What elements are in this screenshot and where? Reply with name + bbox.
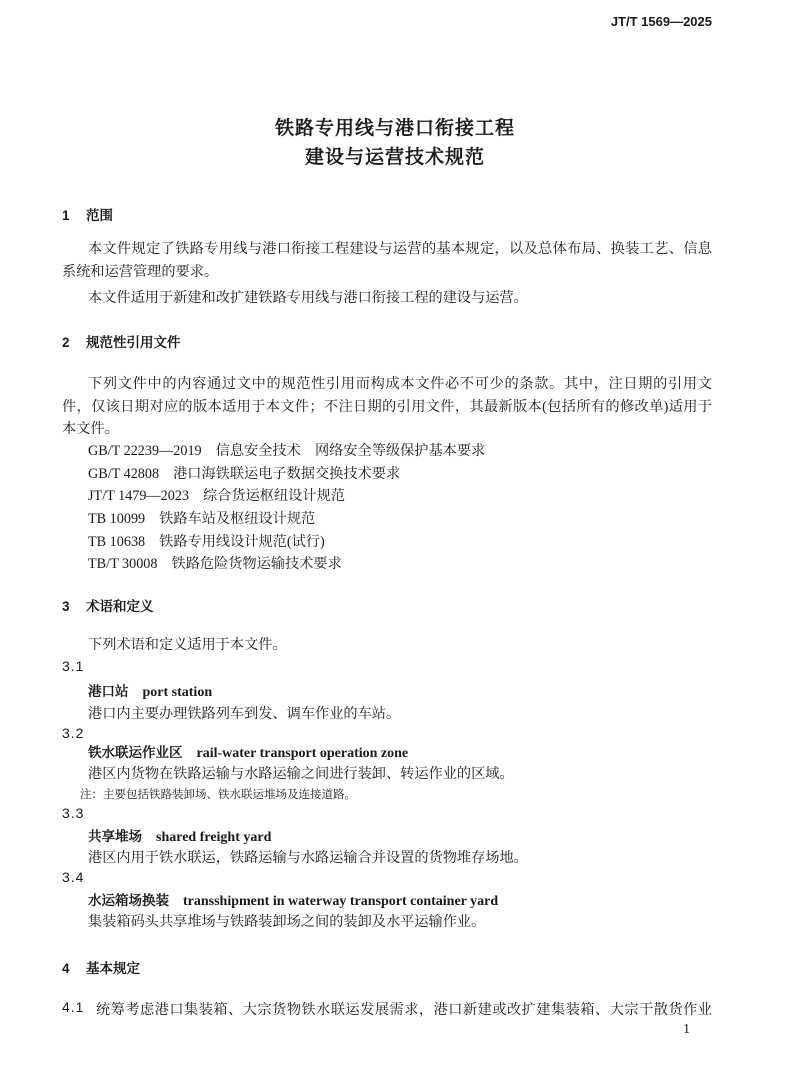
section-number: 3 xyxy=(62,599,70,614)
term-en: rail-water transport operation zone xyxy=(196,746,409,761)
reference-item xyxy=(88,508,315,528)
term-en: shared freight yard xyxy=(156,830,272,845)
reference-code: TB 10638 xyxy=(88,534,146,550)
term-heading xyxy=(88,741,408,762)
paragraph-line: 件，仅该日期对应的版本适用于本文件；不注日期的引用文件，其最新版本(包括所有的修改单)适用于 xyxy=(62,399,712,415)
paragraph-line: 本文件规定了铁路专用线与港口衔接工程建设与运营的基本规定，以及总体布局、换装工艺、信息 xyxy=(88,241,712,257)
section-title: 范围 xyxy=(86,208,113,223)
clause-text: 统筹考虑港口集装箱、大宗货物铁水联运发展需求，港口新建或改扩建集装箱、大宗干散货作业 xyxy=(96,1002,712,1018)
term-zh: 共享堆场 xyxy=(88,829,142,844)
paragraph-line: 下列术语和定义适用于本文件。 xyxy=(88,637,287,653)
term-definition: 港区内用于铁水联运，铁路运输与水路运输合并设置的货物堆存场地。 xyxy=(88,850,528,866)
paragraph-line: 下列文件中的内容通过文中的规范性引用而构成本文件必不可少的条款。其中，注日期的引用文 xyxy=(88,376,712,392)
term-number: 3.3 xyxy=(62,805,85,821)
section-heading-3 xyxy=(62,595,154,615)
term-zh: 港口站 xyxy=(88,684,129,699)
term-number: 3.2 xyxy=(62,725,85,741)
paragraph-line: 本文件。 xyxy=(62,421,119,437)
reference-code: JT/T 1479—2023 xyxy=(88,488,190,504)
section-heading-2 xyxy=(62,331,181,351)
term-number: 3.1 xyxy=(62,658,85,674)
document-title-line-1: 铁路专用线与港口衔接工程 xyxy=(274,118,515,139)
reference-item xyxy=(88,553,342,573)
reference-item xyxy=(88,531,325,551)
reference-title: 港口海铁联运电子数据交换技术要求 xyxy=(173,466,401,482)
term-en: transshipment in waterway transport container yard xyxy=(183,894,499,909)
term-number: 3.4 xyxy=(62,869,85,885)
reference-code: GB/T 42808 xyxy=(88,466,160,482)
page-number: 1 xyxy=(683,1022,690,1037)
paragraph-line: 本文件适用于新建和改扩建铁路专用线与港口衔接工程的建设与运营。 xyxy=(88,290,528,306)
section-number: 4 xyxy=(62,961,70,976)
term-heading xyxy=(88,889,498,910)
term-en: port station xyxy=(142,685,213,700)
reference-item xyxy=(88,440,485,460)
reference-item xyxy=(88,463,400,483)
reference-code: TB/T 30008 xyxy=(88,556,158,572)
section-number: 1 xyxy=(62,208,70,223)
section-title: 术语和定义 xyxy=(86,599,154,614)
section-number: 2 xyxy=(62,335,70,350)
section-heading-4 xyxy=(62,957,140,977)
section-heading-1 xyxy=(62,204,113,224)
term-definition: 港区内货物在铁路运输与水路运输之间进行装卸、转运作业的区域。 xyxy=(88,766,514,782)
clause-number: 4.1 xyxy=(62,999,85,1015)
term-definition: 集装箱码头共享堆场与铁路装卸场之间的装卸及水平运输作业。 xyxy=(88,914,486,930)
reference-title: 铁路车站及枢纽设计规范 xyxy=(159,511,316,527)
term-note: 注：主要包括铁路装卸场、铁水联运堆场及连接道路。 xyxy=(80,789,356,801)
reference-title: 信息安全技术 网络安全等级保护基本要求 xyxy=(215,443,486,459)
reference-code: GB/T 22239—2019 xyxy=(88,443,202,459)
reference-title: 铁路专用线设计规范(试行) xyxy=(159,534,325,550)
reference-title: 综合货运枢纽设计规范 xyxy=(203,488,345,504)
term-heading xyxy=(88,680,212,701)
term-zh: 铁水联运作业区 xyxy=(88,745,183,760)
section-title: 规范性引用文件 xyxy=(86,335,181,350)
paragraph-line: 系统和运营管理的要求。 xyxy=(62,264,219,280)
term-definition: 港口内主要办理铁路列车到发、调车作业的车站。 xyxy=(88,706,401,722)
document-title-line-2: 建设与运营技术规范 xyxy=(304,147,485,168)
section-title: 基本规定 xyxy=(86,961,140,976)
reference-item xyxy=(88,485,345,505)
standard-number: JT/T 1569—2025 xyxy=(610,14,712,29)
term-zh: 水运箱场换装 xyxy=(88,893,169,908)
reference-title: 铁路危险货物运输技术要求 xyxy=(171,556,342,572)
reference-code: TB 10099 xyxy=(88,511,146,527)
term-heading xyxy=(88,825,271,846)
